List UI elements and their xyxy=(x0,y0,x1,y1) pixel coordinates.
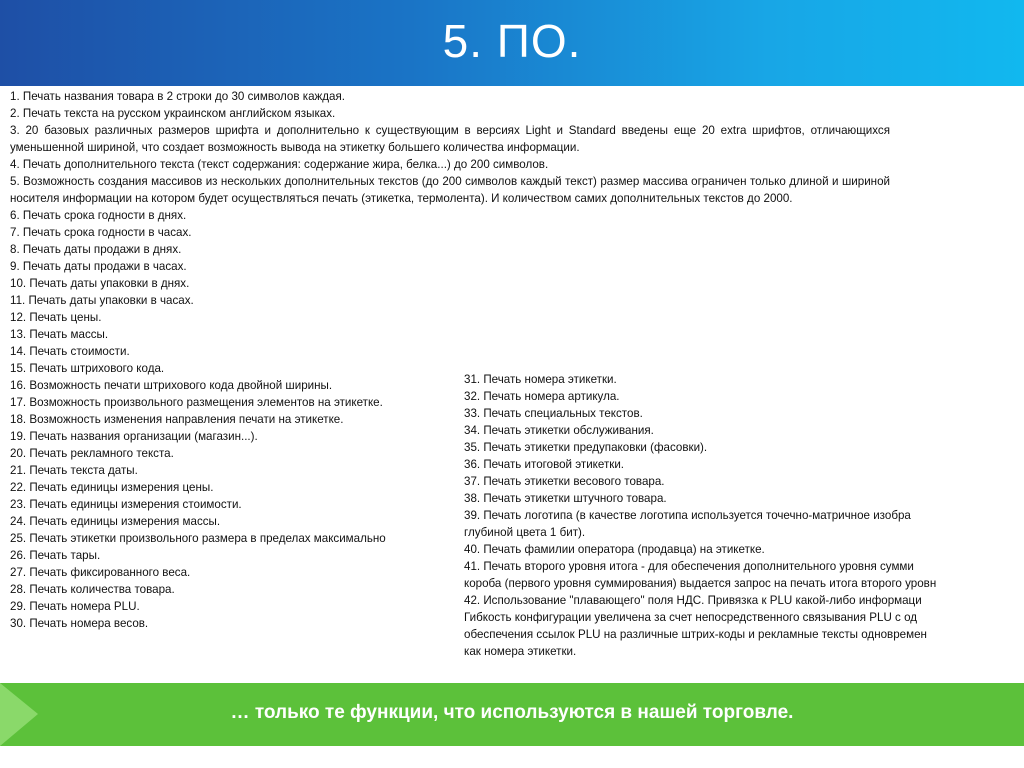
list-item: 26. Печать тары. xyxy=(10,549,101,562)
list-item: как номера этикетки. xyxy=(464,645,577,658)
list-item: 39. Печать логотипа (в качестве логотипа используется точечно-матричное изобра xyxy=(464,509,911,522)
list-item: 35. Печать этикетки предупаковки (фасовки). xyxy=(464,441,708,454)
list-item: 6. Печать срока годности в днях. xyxy=(10,209,187,222)
list-item: 15. Печать штрихового кода. xyxy=(10,362,165,375)
title-banner xyxy=(0,0,1024,86)
list-item: 9. Печать даты продажи в часах. xyxy=(10,260,187,273)
list-item: 28. Печать количества товара. xyxy=(10,583,175,596)
list-item: 18. Возможность изменения направления печати на этикетке. xyxy=(10,413,344,426)
list-item: 27. Печать фиксированного веса. xyxy=(10,566,191,579)
list-item: 17. Возможность произвольного размещения элементов на этикетке. xyxy=(10,396,383,409)
list-item: 36. Печать итоговой этикетки. xyxy=(464,458,625,471)
list-item: 40. Печать фамилии оператора (продавца) на этикетке. xyxy=(464,543,765,556)
list-item: 23. Печать единицы измерения стоимости. xyxy=(10,498,242,511)
list-item: 21. Печать текста даты. xyxy=(10,464,138,477)
list-item: 11. Печать даты упаковки в часах. xyxy=(10,294,194,307)
list-item: 22. Печать единицы измерения цены. xyxy=(10,481,214,494)
list-item: глубиной цвета 1 бит). xyxy=(464,526,586,539)
list-item: 5. Возможность создания массивов из нескольких дополнительных текстов (до 200 символов каждый текст) размер массива ограничен только длиной и шириной носителя информации на котором будет осуществляться печать (этикетка, термолента). И количеством самих дополнительных текстов до 2000. xyxy=(10,175,890,205)
list-item: 12. Печать цены. xyxy=(10,311,102,324)
list-item: короба (первого уровня суммирования) выдается запрос на печать итога второго уровн xyxy=(464,577,937,590)
list-item: 37. Печать этикетки весового товара. xyxy=(464,475,665,488)
list-item: 14. Печать стоимости. xyxy=(10,345,130,358)
list-item: 38. Печать этикетки штучного товара. xyxy=(464,492,667,505)
list-item: 8. Печать даты продажи в днях. xyxy=(10,243,182,256)
list-item: 10. Печать даты упаковки в днях. xyxy=(10,277,190,290)
list-item: 30. Печать номера весов. xyxy=(10,617,149,630)
list-item: 42. Использование "плавающего" поля НДС. Привязка к PLU какой-либо информаци xyxy=(464,594,922,607)
list-item: 32. Печать номера артикула. xyxy=(464,390,620,403)
list-item: 34. Печать этикетки обслуживания. xyxy=(464,424,654,437)
list-item: 25. Печать этикетки произвольного размера в пределах максимально xyxy=(10,532,386,545)
list-item: 24. Печать единицы измерения массы. xyxy=(10,515,221,528)
list-item: 29. Печать номера PLU. xyxy=(10,600,140,613)
footer-banner xyxy=(0,683,1024,746)
footer-text: … только те функции, что используются в нашей торговле. xyxy=(230,702,794,723)
list-item: 20. Печать рекламного текста. xyxy=(10,447,174,460)
slide-title: 5. ПО. xyxy=(442,15,582,67)
list-item: 2. Печать текста на русском украинском английском языках. xyxy=(10,107,336,120)
list-item: 31. Печать номера этикетки. xyxy=(464,373,617,386)
list-item: 1. Печать названия товара в 2 строки до 30 символов каждая. xyxy=(10,90,346,103)
list-item: 7. Печать срока годности в часах. xyxy=(10,226,192,239)
list-item: 3. 20 базовых различных размеров шрифта и дополнительно к существующим в версиях Light и Standard введены еще 20 extra шрифтов, отличающихся уменьшенной шириной, что создает возможность вывода на этикетку большего количества информации. xyxy=(10,124,890,154)
feature-list-right xyxy=(464,371,1024,660)
list-item: 41. Печать второго уровня итога - для обеспечения дополнительного уровня сумми xyxy=(464,560,914,573)
list-item: 16. Возможность печати штрихового кода двойной ширины. xyxy=(10,379,333,392)
list-item: 13. Печать массы. xyxy=(10,328,109,341)
list-item: 4. Печать дополнительного текста (текст содержания: содержание жира, белка...) до 200 символов. xyxy=(10,158,549,171)
list-item: обеспечения ссылок PLU на различные штрих-коды и рекламные тексты одновремен xyxy=(464,628,927,641)
list-item: Гибкость конфигурации увеличена за счет непосредственного связывания PLU с од xyxy=(464,611,918,624)
list-item: 33. Печать специальных текстов. xyxy=(464,407,643,420)
list-item: 19. Печать названия организации (магазин...). xyxy=(10,430,258,443)
